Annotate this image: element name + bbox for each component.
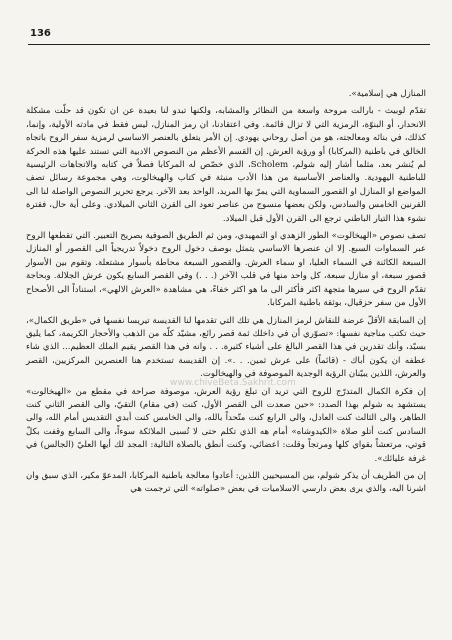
- header-rule: [28, 44, 430, 45]
- body-text: [26, 88, 426, 501]
- paragraph-2: تقدّم لوبيث - بارالت مروحة واسعة من النظائر والمشابه، ولكنها تبدو لنا بعيدة عن ان تكون قد حلّت مشكلة الانحدار، أو البنوّة، الرمزية التي لا تزال قائمة. وفي اعتقادنا، ان رمز المنازل، ليس فقط في مادته الأولية، وإنما، كذلك، في بنائه ومعالجته، هو من أصل روحاني يهودي. إن الأمر يتعلق بالعنصر الاساسي لرمزية سفر الروح باتجاه الخالق في باطنية (المركابا) أو ورؤية العرش. إن القسم الأعظم من النصوص الادبية التي تستند عليها هذه الحركة لم يُنشر بعد، مثلما أشار إليه شولم، Scholem، الذي خصّص له المركابا فصلاً في كتابه والاتجاهات الرئيسية للباطنية اليهودية. والعناصر الأساسية من هذا الأدب منبثة في كتاب والهيخالوت، وهي مجموعة رسائل تصف المواضع او المنازل او القصور السماوية التي يمرّ بها المريد، الواحد بعد الآخر. يرجع تحرير النصوص الواصلة لنا الى القرنين الخامس والسادس، ولكن بعضها منسوج من عناصر تعود الى القرن الثاني الميلادي. وعلى أية حال، فقترة نشوء هذا التيار الباطني ترجع الى القرن الأول قبل الميلاد.: [26, 106, 427, 224]
- page-number: 136: [30, 28, 51, 39]
- paragraph-5: إن فكرة الكمال المتدرّج للروح التي تريد ان تبلغ رؤية العرش، موصوفة صراحة في مقطع من «الهيخالوت» يستشهد به شولم بهذا الصدد: «حين صعدت الى القصر الأول، كنت (في مقام) التقيّ، والى القصر الثاني كنت الطاهر، والى الثالث كنت العادل، والى الرابع كنت متّحداً بالله، والى الخامس كنت أبدي التقديس أمام الله، والى السادس كنت أتلو صلاة «الكيدوشاه» أمام هه الذي تكلم حتى لا تُسبى الملائكة سوءاً، والى السابع وقفت بكلّ قوتي، مرتعشاً بقواي كلها ومرتجاً وقلت: اعضائي، وكنت أنطق بالصلاة التالية: المجد لك أيها العليّ (الجالس) في غرفة عليائك».: [26, 386, 426, 464]
- paragraph-1: المنازل هي إسلامية».: [348, 89, 426, 99]
- paragraph-3: تصف نصوص «الهيخالوت» الطور الزهدي او التمهيدي، ومن ثم الطريق الصوفية بصريح التعبير. التي تقطعها الروح عبر السماوات السبع. إلا ان عنصرها الاساسي يتمثل بوصف دخول الروح دخولاً تدريجياً الى القصور أو المنازل السبعة الكائنة في السماء العليا، او سماء العرش. والقصور السبعة محاطة بأسوار مشتعلة. وتقوم بين الأسوار قصور سبعة، او منازل سبعة، كل واحد منها في قلب الآخر (. . .) وفي القصر السابع يكون عرش الجلالة. وبحاجة تقدّم الروح في سيرها متجهة اكثر فأكثر الى ما هو اكثر خفاءً، هي مشاهدة «العرش الالهي»، استناداً الى الأصحاح الأول من سفر حزقيال، بوثقة باطنية المركابا.: [26, 231, 426, 309]
- paragraph-4: إن السابقة الأقلّ عرضة للنقاش لرمز المنازل هي تلك التي تقدمها لنا القديسة تيريسا نفسها في «طريق الكمال»، حيث تكتب مناجية نفسها: «تصوّري أن في داخلك ثمة قصر رائع، مشيّد كلّه من الذهب والأحجار الكريمة، كما يليق بسيّد، وأنك تقدرين في هذا القصر البالغ على أشياء كثيرة. . . وانه في هذا القصر يقيم الملك العظيم... الذي شاء عطفه ان يكون أباك - (قائماً) على عرش ثمين. . .». إن القديسة تستخدم هنا العنصرين المركزيين، القصر والعرش، اللذين يبيّنان الرؤية الوجدية الموصوفة في والهيخالوت.: [26, 315, 426, 380]
- watermark: www.chiveBeta.Sakhrit.com: [170, 378, 296, 388]
- paragraph-6: إن من الطريف أن يذكر شولم، بين المسيحيين اللذين: أعادوا معالجة باطنية المركابا، المدعوّ مكير، الذي سبق وان اشرنا اليه، والذي يرى بعض دارسي الاسلاميات في بعض «صلواته» التي ترجمت هي: [26, 470, 426, 495]
